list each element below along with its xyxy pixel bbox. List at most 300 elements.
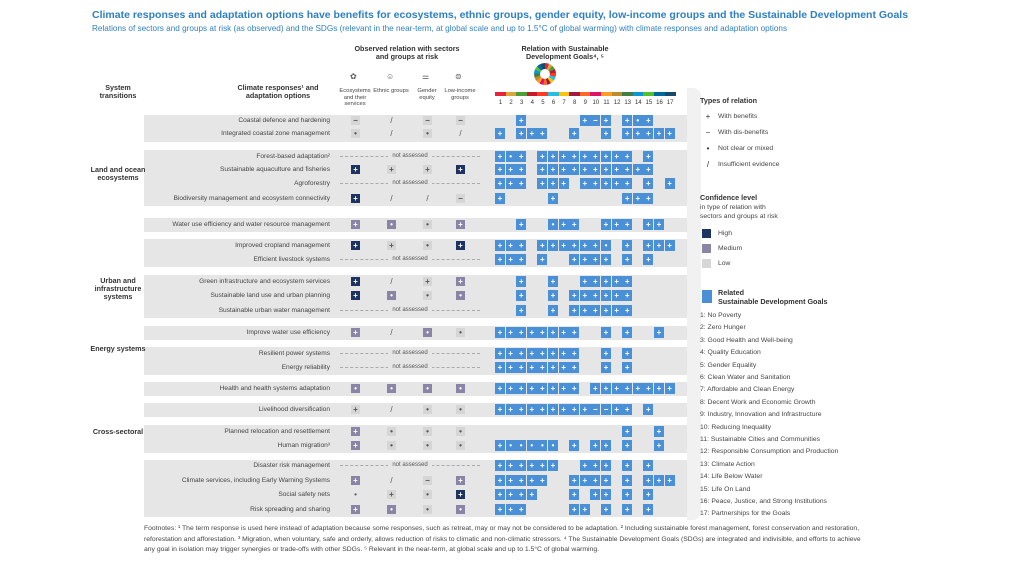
group-relation-cell: + (351, 241, 360, 250)
sdg-relation-cell: + (580, 290, 590, 301)
sdg-relation-cell: + (506, 178, 516, 189)
sdg-relation-cell: + (569, 475, 579, 486)
group-relation-cell: • (423, 220, 432, 229)
legend-type-label: With dis-benefits (718, 129, 769, 136)
sdg-color-bar (559, 92, 570, 96)
group-relation-cell: + (351, 328, 360, 337)
sdg-relation-cell: + (516, 383, 526, 394)
sdg-relation-cell: + (516, 219, 526, 230)
sdg-relation-cell: + (590, 290, 600, 301)
sdg-relation-cell: + (527, 383, 537, 394)
sdg-relation-cell: + (548, 276, 558, 287)
not-assessed (340, 462, 480, 468)
group-relation-cell: / (390, 116, 393, 125)
sdg-relation-cell: + (495, 440, 505, 451)
sdg-relation-cell: • (548, 440, 558, 451)
group-relation-cell: • (387, 220, 396, 229)
group-relation-cell: • (423, 405, 432, 414)
sdg-color-bar (548, 92, 559, 96)
sdg-relation-cell: + (516, 178, 526, 189)
group-relation-cell: + (351, 427, 360, 436)
sdg-relation-cell: + (654, 475, 664, 486)
sdg-relation-cell: + (612, 164, 622, 175)
not-assessed-text: not assessed (388, 462, 431, 468)
group-relation-cell: • (387, 427, 396, 436)
response-label: Health and health systems adaptation (219, 385, 330, 392)
sdg-number: 7 (562, 100, 566, 106)
sdg-relation-cell: • (633, 115, 643, 126)
sdg-relation-cell: + (601, 383, 611, 394)
sdg-relation-cell: + (569, 164, 579, 175)
sdg-relation-cell: + (601, 178, 611, 189)
sdg-relation-cell: + (559, 219, 569, 230)
sdg-relation-cell: + (633, 164, 643, 175)
sdg-relation-cell: + (548, 348, 558, 359)
sdg-relation-cell: + (665, 383, 675, 394)
sdg-relation-cell: + (612, 305, 622, 316)
group-relation-cell: • (456, 328, 465, 337)
sdg-number: 14 (634, 100, 642, 106)
sdg-relation-cell: + (559, 348, 569, 359)
sdg-relation-cell: + (495, 178, 505, 189)
group-relation-cell: / (390, 277, 393, 286)
sdg-relation-cell: + (612, 178, 622, 189)
sdg-relation-cell: + (580, 254, 590, 265)
sdg-relation-cell: + (654, 440, 664, 451)
sdg-relation-cell: + (537, 178, 547, 189)
sdg-relation-cell: + (527, 128, 537, 139)
sdg-name: 12: Responsible Consumption and Production (700, 448, 839, 456)
sdg-relation-cell: + (516, 240, 526, 251)
sdg-relation-cell: + (654, 426, 664, 437)
sdg-relation-cell: + (516, 348, 526, 359)
legend-type-label: Not clear or mixed (718, 145, 774, 152)
sdg-relation-cell: + (601, 305, 611, 316)
sdg-relation-cell: + (643, 475, 653, 486)
sdg-color-bar (527, 92, 538, 96)
sdg-number: 1 (498, 100, 503, 106)
group-relation-cell: / (426, 194, 429, 203)
sdg-number: 16 (656, 100, 663, 106)
not-assessed-text: not assessed (388, 153, 431, 159)
sdg-relation-cell: + (601, 115, 611, 126)
group-relation-cell: + (351, 194, 360, 203)
sdg-relation-cell: • (548, 219, 558, 230)
group-relation-cell: • (456, 505, 465, 514)
sdg-relation-cell: + (601, 164, 611, 175)
sdg-relation-cell: + (537, 254, 547, 265)
system-label: Urban and infrastructure systems (94, 276, 142, 301)
sdg-relation-cell: + (506, 404, 516, 415)
sdg-relation-cell: + (601, 219, 611, 230)
sdg-relation-cell: + (516, 504, 526, 515)
sdg-relation-cell: + (569, 440, 579, 451)
response-label: Integrated coastal zone management (221, 130, 330, 137)
legend-confidence-sub: sectors and groups at risk (700, 213, 778, 220)
sdg-name: 5: Gender Equality (700, 361, 757, 369)
response-label: Energy reliability (281, 364, 330, 371)
not-assessed-text: not assessed (388, 307, 431, 313)
group-relation-cell: • (387, 505, 396, 514)
sdg-name: 9: Industry, Innovation and Infrastructure (700, 411, 822, 419)
sdg-relation-cell: + (548, 290, 558, 301)
sdg-relation-cell: + (654, 240, 664, 251)
group-relation-cell: + (387, 490, 396, 499)
sdg-relation-cell: + (612, 219, 622, 230)
sdg-relation-cell: + (537, 383, 547, 394)
sdg-relation-cell: + (495, 504, 505, 515)
group-relation-cell: − (351, 116, 360, 125)
group-relation-cell: • (387, 441, 396, 450)
group-relation-cell: + (387, 241, 396, 250)
sdg-relation-cell: + (643, 178, 653, 189)
group-relation-cell: + (351, 165, 360, 174)
sdg-relation-cell: − (590, 115, 600, 126)
sdg-relation-cell: + (643, 240, 653, 251)
sdg-relation-cell: + (622, 240, 632, 251)
sdg-relation-cell: + (495, 404, 505, 415)
sdg-relation-cell: + (622, 128, 632, 139)
sdg-relation-cell: + (516, 327, 526, 338)
sdg-relation-cell: + (665, 178, 675, 189)
group-relation-cell: + (351, 441, 360, 450)
sdg-relation-cell: + (580, 240, 590, 251)
sdg-relation-cell: + (654, 128, 664, 139)
response-label: Green infrastructure and ecosystem services (199, 278, 330, 285)
sdg-relation-cell: + (590, 475, 600, 486)
related-sdg-swatch (702, 290, 712, 303)
group-relation-cell: + (351, 405, 360, 414)
response-label: Human migration³ (277, 442, 330, 449)
group-relation-cell: + (351, 277, 360, 286)
sdg-relation-cell: + (495, 193, 505, 204)
group-relation-cell: • (423, 129, 432, 138)
sdg-relation-cell: + (559, 151, 569, 162)
sdg-relation-cell: + (527, 362, 537, 373)
response-label: Risk spreading and sharing (250, 506, 330, 513)
sdg-color-bar (665, 92, 676, 96)
group-relation-cell: • (423, 291, 432, 300)
sdg-color-bar (580, 92, 591, 96)
sdg-relation-cell: + (580, 460, 590, 471)
sdg-relation-cell: + (548, 193, 558, 204)
group-column-header: Ecosystems and their services (339, 88, 371, 107)
sdg-relation-cell: + (537, 327, 547, 338)
sdg-relation-cell: + (516, 151, 526, 162)
sdg-relation-cell: + (622, 475, 632, 486)
sdg-relation-cell: • (537, 440, 547, 451)
sdg-wheel-icon (534, 63, 556, 85)
group-relation-cell: + (456, 241, 465, 250)
sdg-relation-cell: + (537, 348, 547, 359)
sdg-relation-cell: + (643, 151, 653, 162)
sdg-relation-cell: + (506, 362, 516, 373)
sdg-relation-cell: + (601, 128, 611, 139)
response-label: Agroforestry (294, 180, 330, 187)
sdg-relation-cell: + (643, 193, 653, 204)
related-sdg-title: Related (718, 288, 744, 297)
sdg-relation-cell: + (590, 383, 600, 394)
sdg-relation-cell: + (569, 348, 579, 359)
sdg-relation-cell: + (665, 475, 675, 486)
group-relation-cell: • (423, 241, 432, 250)
sdg-relation-cell: + (495, 327, 505, 338)
sdg-relation-cell: + (580, 164, 590, 175)
sdg-relation-cell: + (506, 504, 516, 515)
sdg-relation-cell: + (612, 383, 622, 394)
sdg-relation-cell: + (665, 240, 675, 251)
sdg-relation-cell: + (643, 164, 653, 175)
sdg-relation-cell: + (527, 460, 537, 471)
sdg-relation-cell: + (548, 151, 558, 162)
group-relation-cell: • (423, 505, 432, 514)
sdg-relation-cell: + (548, 164, 558, 175)
sdg-relation-cell: − (601, 404, 611, 415)
confidence-label: Low (718, 260, 731, 267)
sdg-relation-cell: + (580, 276, 590, 287)
sdg-number: 3 (520, 100, 524, 106)
group-relation-cell: / (390, 194, 393, 203)
sdg-relation-cell: + (654, 219, 664, 230)
sdg-relation-cell: + (654, 327, 664, 338)
sdg-name: 13: Climate Action (700, 460, 755, 468)
group-column-header: Gender equity (417, 88, 437, 101)
sdg-relation-cell: + (622, 489, 632, 500)
sdg-relation-cell: + (537, 404, 547, 415)
sdg-relation-cell: + (516, 362, 526, 373)
sdg-number: 6 (551, 100, 556, 106)
sdg-name: 6: Clean Water and Sanitation (700, 374, 791, 381)
sdg-relation-cell: + (527, 475, 537, 486)
sdg-relation-cell: + (506, 348, 516, 359)
group-relation-cell: • (423, 384, 432, 393)
sdg-relation-cell: + (569, 254, 579, 265)
sdg-relation-cell: + (516, 404, 526, 415)
sdg-relation-cell: + (612, 276, 622, 287)
sdg-relation-cell: + (601, 290, 611, 301)
confidence-label: Medium (718, 245, 743, 252)
legend-symbol: • (706, 144, 710, 153)
not-assessed-text: not assessed (388, 350, 431, 356)
group-relation-cell: • (456, 405, 465, 414)
sdg-relation-cell: + (506, 489, 516, 500)
sdg-relation-cell: + (569, 504, 579, 515)
not-assessed (340, 256, 480, 262)
sdg-name: 8: Decent Work and Economic Growth (700, 398, 816, 406)
sdg-color-bar (612, 92, 623, 96)
sdg-relation-cell: + (612, 404, 622, 415)
sdg-relation-cell: + (590, 305, 600, 316)
sdg-relation-cell: + (569, 305, 579, 316)
group-relation-cell: + (351, 505, 360, 514)
system-label: Energy systems (90, 344, 146, 353)
sdg-relation-cell: + (590, 254, 600, 265)
group-relation-cell: • (456, 291, 465, 300)
sdg-relation-cell: + (527, 348, 537, 359)
sdg-relation-cell: + (622, 440, 632, 451)
sdg-relation-cell: + (643, 383, 653, 394)
sdg-relation-cell: + (559, 327, 569, 338)
sdg-name: 17: Partnerships for the Goals (700, 510, 791, 518)
not-assessed-text: not assessed (388, 256, 431, 262)
sdg-relation-cell: + (580, 178, 590, 189)
sdg-relation-header: Relation with Sustainable Development Goals⁴, ⁵ (521, 44, 609, 61)
sdg-relation-cell: + (559, 383, 569, 394)
response-label: Sustainable aquaculture and fisheries (220, 166, 330, 173)
sdg-relation-cell: • (527, 440, 537, 451)
sdg-relation-cell: + (612, 151, 622, 162)
sdg-relation-cell: + (537, 475, 547, 486)
confidence-swatch (702, 259, 711, 268)
sdg-relation-cell: + (495, 128, 505, 139)
sdg-relation-cell: + (622, 460, 632, 471)
group-relation-cell: − (423, 116, 432, 125)
sdg-relation-cell: + (590, 460, 600, 471)
sdg-relation-cell: + (516, 254, 526, 265)
response-label: Climate services, including Early Warning Systems (181, 477, 330, 484)
sdg-relation-cell: + (622, 115, 632, 126)
legend-types-title: Types of relation (700, 96, 757, 105)
page-subtitle: Relations of sectors and groups at risk (as observed) and the SDGs (relevant in the near-term, at global scale and up to 1.5°C of global warming) with climate responses and adaptation options (92, 24, 788, 33)
sdg-relation-cell: + (495, 254, 505, 265)
sdg-relation-cell: + (601, 348, 611, 359)
sdg-relation-cell: + (633, 383, 643, 394)
sdg-relation-cell: + (495, 460, 505, 471)
group-relation-cell: • (456, 384, 465, 393)
sdg-relation-cell: + (643, 219, 653, 230)
sdg-relation-cell: • (516, 440, 526, 451)
group-relation-cell: + (351, 220, 360, 229)
confidence-swatch (702, 229, 711, 238)
legend-symbol: / (706, 160, 710, 169)
sdg-name: 11: Sustainable Cities and Communities (700, 436, 821, 443)
sdg-relation-cell: + (548, 327, 558, 338)
legend-type-label: With benefits (718, 113, 758, 120)
sdg-name: 1: No Poverty (700, 312, 742, 319)
legend-symbol: − (705, 128, 711, 137)
legend-divider (687, 88, 701, 520)
sdg-relation-cell: + (569, 404, 579, 415)
sdg-relation-cell: + (580, 404, 590, 415)
response-label: Sustainable urban water management (218, 307, 330, 314)
sdg-relation-cell: + (622, 383, 632, 394)
sdg-relation-cell: + (548, 362, 558, 373)
sdg-number: 13 (624, 100, 632, 106)
not-assessed-text: not assessed (388, 180, 431, 186)
sdg-relation-cell: + (580, 115, 590, 126)
sdg-relation-cell: + (569, 290, 579, 301)
sdg-color-bar (569, 92, 580, 96)
group-relation-cell: / (459, 129, 462, 138)
sdg-relation-cell: + (548, 383, 558, 394)
sdg-relation-cell: + (590, 489, 600, 500)
people-icon: ☺ (386, 72, 395, 81)
sdg-relation-cell: + (622, 219, 632, 230)
sdg-relation-cell: + (516, 115, 526, 126)
sdg-relation-cell: + (601, 460, 611, 471)
sdg-relation-cell: + (601, 151, 611, 162)
sdg-relation-cell: + (537, 151, 547, 162)
sdg-relation-cell: + (495, 151, 505, 162)
sdg-relation-cell: + (559, 164, 569, 175)
sdg-relation-cell: + (506, 254, 516, 265)
sdg-relation-cell: + (537, 362, 547, 373)
sdg-relation-cell: + (590, 276, 600, 287)
group-relation-cell: + (456, 165, 465, 174)
sdg-color-bar (537, 92, 548, 96)
confidence-swatch (702, 244, 711, 253)
sdg-relation-cell: + (622, 504, 632, 515)
sdg-relation-cell: + (559, 404, 569, 415)
sdg-relation-cell: + (506, 240, 516, 251)
sdg-relation-cell: + (495, 362, 505, 373)
sdg-color-bar (622, 92, 633, 96)
sdg-relation-cell: + (506, 475, 516, 486)
sdg-relation-cell: + (643, 489, 653, 500)
sdg-relation-cell: + (569, 151, 579, 162)
group-relation-cell: • (423, 441, 432, 450)
sdg-name: 14: Life Below Water (700, 473, 763, 481)
group-relation-cell: • (423, 490, 432, 499)
response-label: Coastal defence and hardening (238, 117, 330, 124)
sdg-name: 15: Life On Land (700, 485, 751, 493)
sdg-relation-cell: + (590, 164, 600, 175)
not-assessed (340, 350, 480, 356)
response-label: Planned relocation and resettlement (224, 428, 330, 435)
coins-icon: ⊜ (455, 72, 462, 81)
sdg-relation-cell: + (622, 290, 632, 301)
group-column-header: Ethnic groups (373, 88, 409, 94)
sdg-relation-cell: + (569, 240, 579, 251)
sdg-name: 7: Affordable and Clean Energy (700, 386, 795, 394)
sdg-relation-cell: • (601, 240, 611, 251)
sdg-color-bar (633, 92, 644, 96)
related-sdg-title: Sustainable Development Goals (718, 297, 828, 306)
group-relation-cell: + (456, 220, 465, 229)
legend-confidence-title: Confidence level (700, 193, 758, 202)
response-label: Biodiversity management and ecosystem connectivity (173, 195, 330, 202)
group-relation-cell: + (423, 277, 432, 286)
sdg-relation-cell: + (580, 151, 590, 162)
sdg-name: 2: Zero Hunger (700, 324, 746, 332)
group-relation-cell: • (351, 129, 360, 138)
tree-icon: ✿ (350, 72, 357, 81)
system-label: Cross-sectoral (92, 427, 144, 436)
sdg-relation-cell: + (559, 178, 569, 189)
response-label: Disaster risk management (253, 462, 330, 469)
sdg-relation-cell: + (580, 475, 590, 486)
sdg-color-bar (506, 92, 517, 96)
group-relation-cell: / (390, 328, 393, 337)
sdg-relation-cell: + (601, 327, 611, 338)
sdg-relation-cell: + (495, 164, 505, 175)
group-relation-cell: + (351, 476, 360, 485)
sdg-relation-cell: + (622, 305, 632, 316)
sdg-color-bar (590, 92, 601, 96)
sdg-relation-cell: + (495, 489, 505, 500)
sdg-relation-cell: + (495, 383, 505, 394)
sdg-number: 17 (666, 100, 674, 106)
sdg-relation-cell: + (537, 164, 547, 175)
sdg-color-bar (495, 92, 506, 96)
response-label: Social safety nets (278, 491, 330, 498)
response-label: Livelihood diversification (258, 406, 330, 413)
sdg-relation-cell: + (516, 164, 526, 175)
group-relation-cell: • (456, 441, 465, 450)
sdg-relation-cell: + (516, 276, 526, 287)
sdg-relation-cell: + (516, 475, 526, 486)
sdg-relation-cell: + (643, 128, 653, 139)
